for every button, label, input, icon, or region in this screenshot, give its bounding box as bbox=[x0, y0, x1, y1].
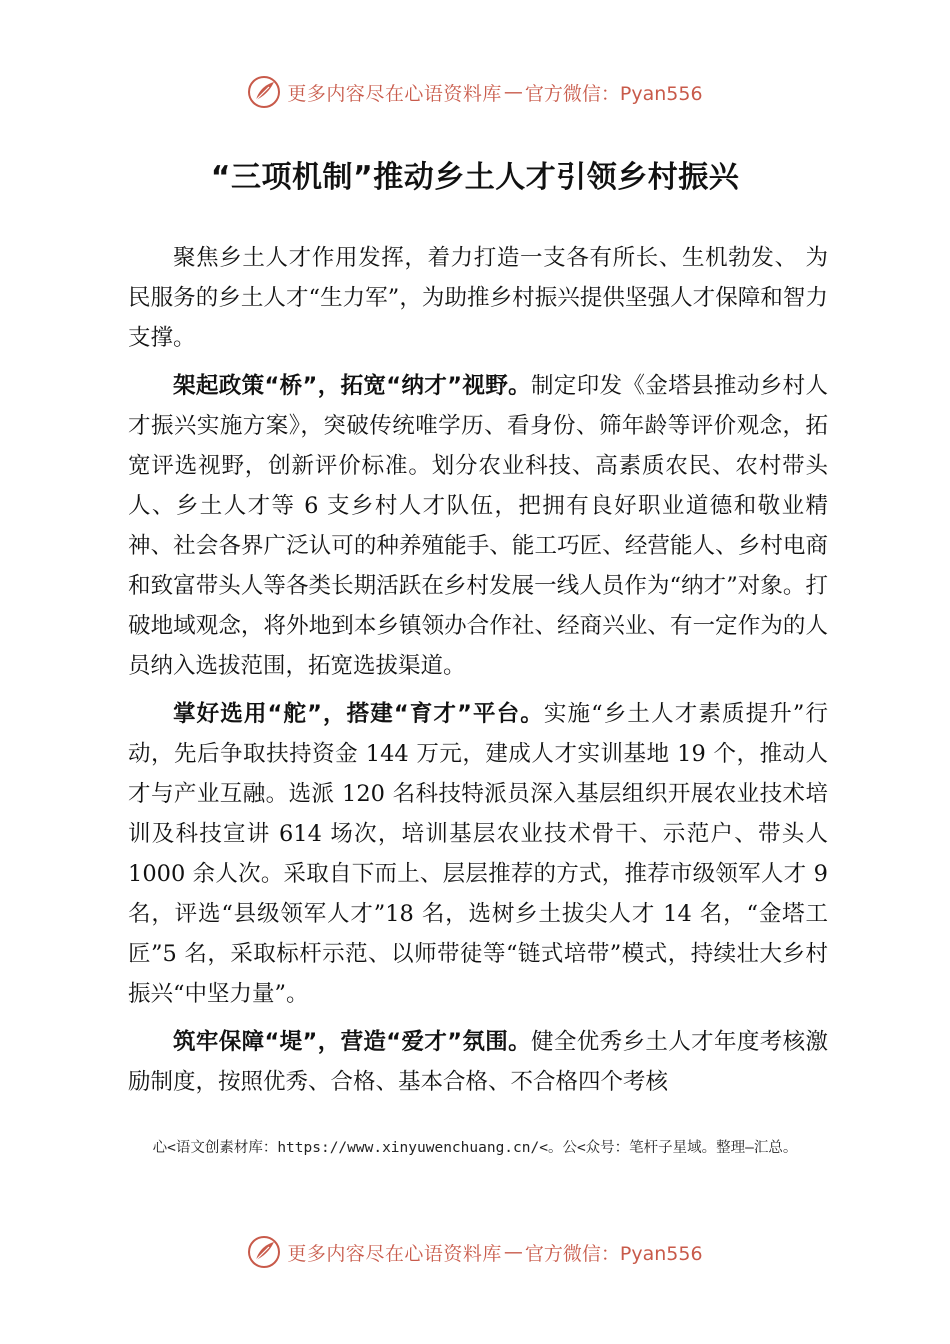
intro-paragraph: 聚焦乡土人才作用发挥，着力打造一支各有所长、生机勃发、 为民服务的乡土人才“生力军”，为助推乡村振兴提供坚强人才保障和智力支撑。 bbox=[128, 245, 828, 351]
section-heading-3: 筑牢保障“堤”，营造“爱才”氛围。 bbox=[173, 1029, 531, 1055]
header-banner bbox=[0, 72, 950, 112]
quill-leaf-logo bbox=[247, 75, 281, 109]
section-paragraph-1 bbox=[128, 366, 828, 686]
footer-banner bbox=[0, 1232, 950, 1272]
section-body-3: 健全优秀乡土人才年度考核激励制度，按照优秀、合格、基本合格、不合格四个考核 bbox=[128, 1029, 828, 1095]
page-title: “三项机制”推动乡土人才引领乡村振兴 bbox=[210, 160, 740, 195]
article-body bbox=[128, 238, 828, 1110]
banner-contact: 官方微信：Pyan556 bbox=[524, 1242, 703, 1265]
section-paragraph-3 bbox=[128, 1022, 828, 1102]
banner-separator: — bbox=[503, 1241, 523, 1263]
banner-text: 更多内容尽在心语资料库 bbox=[287, 82, 502, 105]
quill-leaf-logo bbox=[247, 1235, 281, 1269]
section-body-2: 实施“乡土人才素质提升”行动，先后争取扶持资金 144 万元，建成人才实训基地 19 个，推动人才与产业互融。选派 120 名科技特派员深入基层组织开展农业技术培训及科技宣讲 614 场次，培训基层农业技术骨干、示范户、带头人 1000 余人次。采取自下而上、层层推荐的方式，推荐市级领军人才 9 名，评选“县级领军人才”18 名，选树乡土拔尖人才 14 名，“金塔工匠”5 名，采取标杆示范、以师带徒等“链式培带”模式，持续壮大乡村振兴“中坚力量”。 bbox=[128, 701, 828, 1007]
banner-text: 更多内容尽在心语资料库 bbox=[287, 1242, 502, 1265]
section-heading-1: 架起政策“桥”，拓宽“纳才”视野。 bbox=[173, 373, 531, 399]
source-footnote: 心<语文创素材库：https://www.xinyuwenchuang.cn/<。公<众号：笔杆子星域。整理—汇总。 bbox=[152, 1140, 798, 1156]
banner-contact: 官方微信：Pyan556 bbox=[524, 82, 703, 105]
section-heading-2: 掌好选用“舵”，搭建“育才”平台。 bbox=[173, 701, 544, 727]
banner-separator: — bbox=[503, 81, 523, 103]
section-body-1: 制定印发《金塔县推动乡村人才振兴实施方案》，突破传统唯学历、看身份、筛年龄等评价观念，拓宽评选视野，创新评价标准。划分农业科技、高素质农民、农村带头人、乡土人才等 6 支乡村人才队伍，把拥有良好职业道德和敬业精神、社会各界广泛认可的种养殖能手、能工巧匠、经营能人、乡村电商和致富带头人等各类长期活跃在乡村发展一线人员作为“纳才”对象。打破地域观念，将外地到本乡镇领办合作社、经商兴业、有一定作为的人员纳入选拔范围，拓宽选拔渠道。 bbox=[128, 373, 828, 679]
section-paragraph-2 bbox=[128, 694, 828, 1014]
